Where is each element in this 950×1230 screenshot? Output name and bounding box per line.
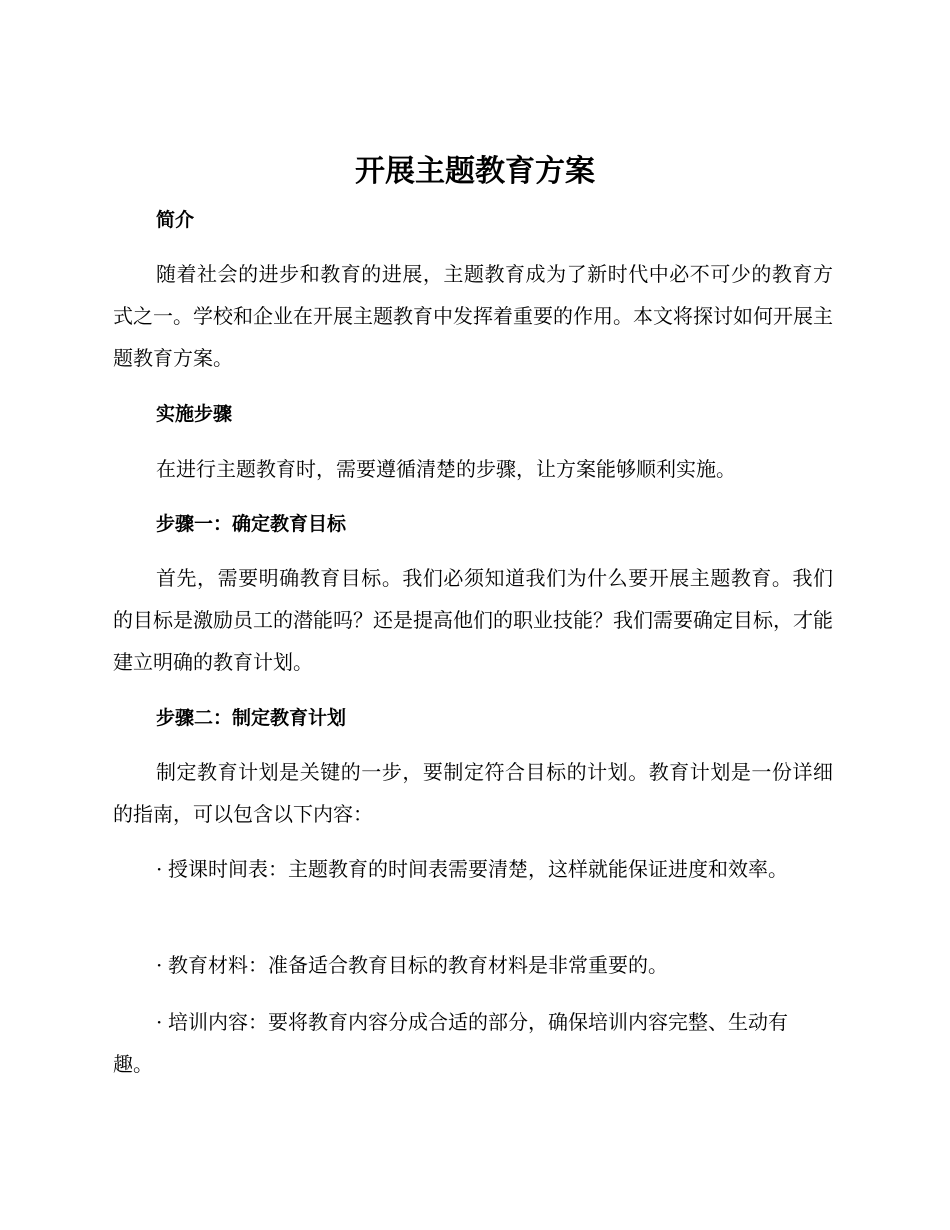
bullet-marker: · (156, 953, 163, 977)
section-heading-step1: 步骤一：确定教育目标 (156, 513, 347, 535)
bullet-marker: · (156, 857, 163, 881)
section-heading-intro: 简介 (156, 209, 195, 231)
bullet-text: 授课时间表：主题教育的时间表需要清楚，这样就能保证进度和效率。 (168, 857, 788, 881)
bullet-item-materials (113, 944, 803, 986)
paragraph-steps: 在进行主题教育时，需要遵循清楚的步骤，让方案能够顺利实施。 (156, 457, 736, 481)
paragraph-step1: 首先，需要明确教育目标。我们必须知道我们为什么要开展主题教育。我们的目标是激励员工的潜能吗？还是提高他们的职业技能？我们需要确定目标，才能建立明确的教育计划。 (113, 566, 833, 674)
paragraph-intro: 随着社会的进步和教育的进展，主题教育成为了新时代中必不可少的教育方式之一。学校和企业在开展主题教育中发挥着重要的作用。本文将探讨如何开展主题教育方案。 (113, 262, 833, 370)
section-heading-step2: 步骤二：制定教育计划 (156, 707, 347, 729)
bullet-text: 培训内容：要将教育内容分成合适的部分，确保培训内容完整、生动有趣。 (113, 1010, 788, 1076)
document-title: 开展主题教育方案 (355, 154, 595, 189)
bullet-marker: · (156, 1010, 163, 1034)
bullet-text: 教育材料：准备适合教育目标的教育材料是非常重要的。 (168, 953, 668, 977)
paragraph-step2: 制定教育计划是关键的一步，要制定符合目标的计划。教育计划是一份详细的指南，可以包含以下内容： (113, 760, 833, 826)
bullet-item-content (113, 1001, 803, 1085)
bullet-item-schedule (113, 848, 803, 890)
section-heading-steps: 实施步骤 (156, 403, 233, 425)
